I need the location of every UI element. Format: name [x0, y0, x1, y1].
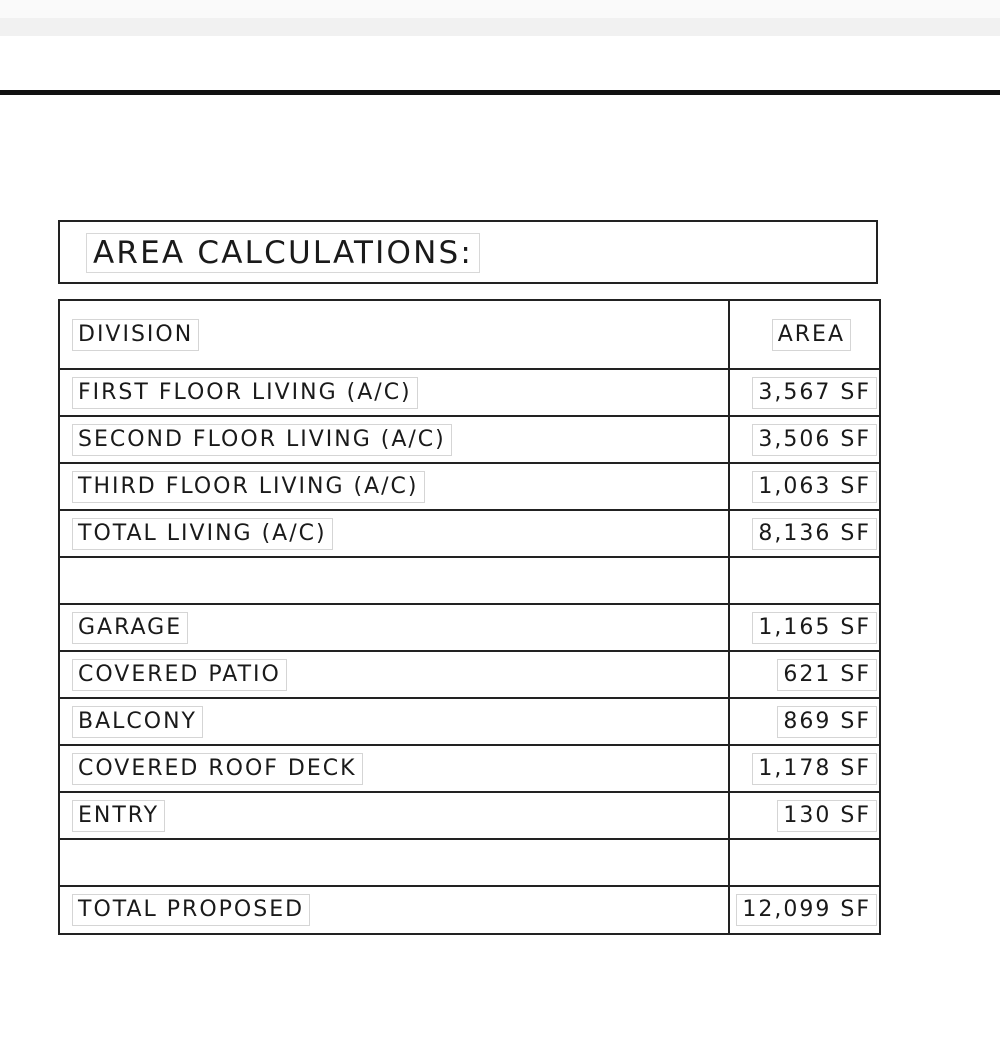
division-cell: FIRST FLOOR LIVING (A/C)	[72, 377, 418, 409]
table-row	[60, 462, 879, 509]
table-row	[60, 603, 879, 650]
area-cell: 1,165 SF	[752, 612, 877, 644]
page-title: AREA CALCULATIONS:	[86, 233, 480, 273]
area-cell: 1,063 SF	[752, 471, 877, 503]
table-row	[60, 368, 879, 415]
table-row	[60, 415, 879, 462]
table-row	[60, 509, 879, 556]
area-header: AREA	[772, 319, 851, 351]
table-row	[60, 744, 879, 791]
top-strip	[0, 0, 1000, 18]
area-cell: 1,178 SF	[752, 753, 877, 785]
division-cell: TOTAL PROPOSED	[72, 894, 310, 926]
area-cell: 8,136 SF	[752, 518, 877, 550]
division-cell: TOTAL LIVING (A/C)	[72, 518, 333, 550]
division-cell: COVERED ROOF DECK	[72, 753, 363, 785]
area-cell: 12,099 SF	[736, 894, 877, 926]
table-header-row	[60, 301, 879, 368]
table-row	[60, 791, 879, 838]
division-header: DIVISION	[72, 319, 199, 351]
top-divider-rule	[0, 90, 1000, 95]
division-cell: SECOND FLOOR LIVING (A/C)	[72, 424, 452, 456]
area-cell: 621 SF	[777, 659, 877, 691]
top-band	[0, 18, 1000, 36]
total-row	[60, 885, 879, 932]
division-cell: BALCONY	[72, 706, 203, 738]
area-cell: 3,567 SF	[752, 377, 877, 409]
area-table	[58, 299, 881, 935]
table-row	[60, 650, 879, 697]
empty-row	[60, 556, 879, 603]
title-box	[58, 220, 878, 284]
area-cell: 869 SF	[777, 706, 877, 738]
division-cell: ENTRY	[72, 800, 165, 832]
division-cell: THIRD FLOOR LIVING (A/C)	[72, 471, 425, 503]
division-cell: GARAGE	[72, 612, 188, 644]
empty-row	[60, 838, 879, 885]
table-row	[60, 697, 879, 744]
area-cell: 130 SF	[777, 800, 877, 832]
area-cell: 3,506 SF	[752, 424, 877, 456]
division-cell: COVERED PATIO	[72, 659, 287, 691]
